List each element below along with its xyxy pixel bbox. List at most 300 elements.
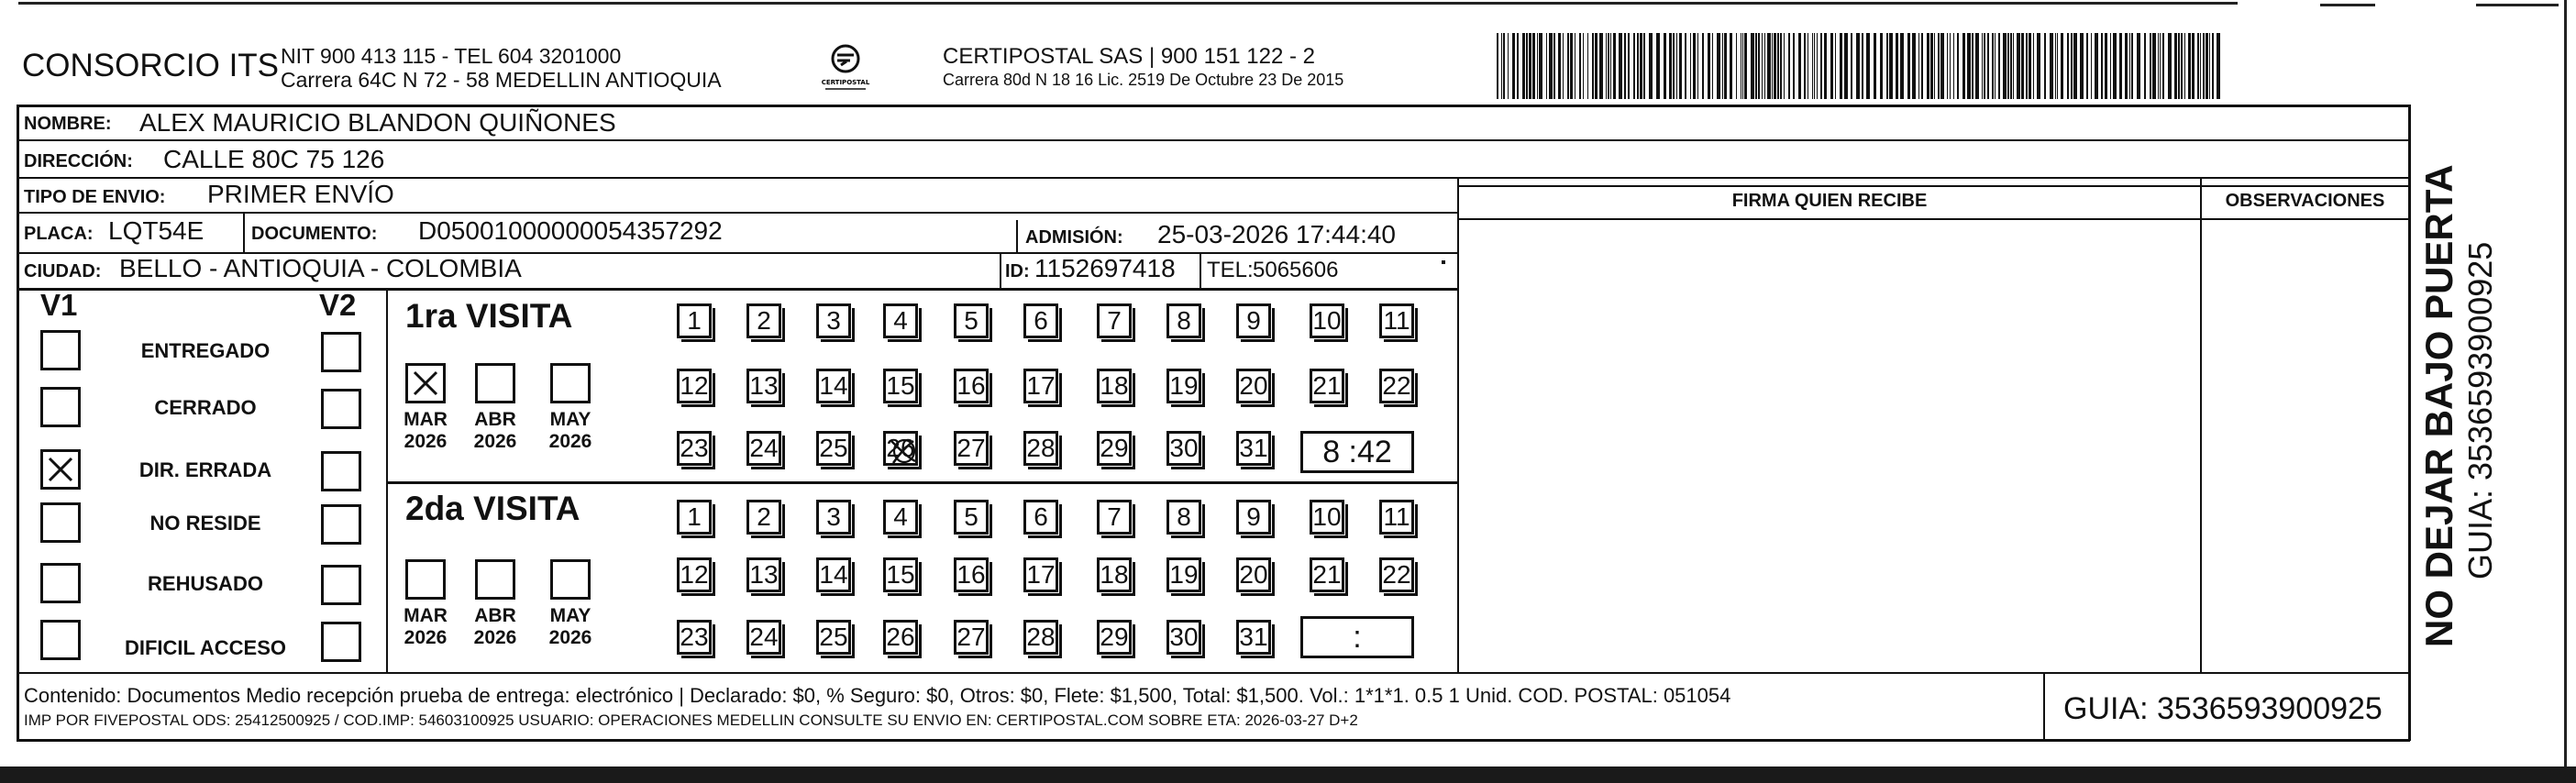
day-box-6[interactable]: 6 [1023, 500, 1058, 535]
barcode-bar [1633, 33, 1635, 99]
v1-checkbox-3[interactable] [40, 449, 81, 490]
company-address: Carrera 64C N 72 - 58 MEDELLIN ANTIOQUIA [281, 68, 722, 92]
month-box-mar[interactable] [405, 363, 446, 403]
barcode-bar [2137, 33, 2140, 99]
day-box-13[interactable]: 13 [746, 369, 781, 403]
day-box-2[interactable]: 2 [746, 303, 781, 338]
placa-value: LQT54E [108, 216, 205, 245]
ciudad-label: CIUDAD: [24, 261, 102, 281]
barcode-bar [1982, 33, 1983, 99]
barcode-bar [1814, 33, 1815, 99]
day-box-24[interactable]: 24 [746, 431, 781, 466]
barcode-bar [1953, 33, 1954, 99]
barcode-bar [1798, 33, 1801, 99]
status-label-6: DIFICIL ACCESO [124, 636, 286, 659]
barcode-bar [1995, 33, 1996, 99]
barcode-bar [1938, 33, 1940, 99]
month-name: ABR [474, 409, 516, 430]
day-box-16[interactable]: 16 [954, 369, 989, 403]
day-box-16[interactable]: 16 [954, 557, 989, 592]
barcode-bar [2200, 33, 2201, 99]
v1-checkbox-1[interactable] [40, 330, 81, 370]
v2-checkbox-3[interactable] [321, 451, 361, 491]
barcode-bar [1830, 33, 1833, 99]
barcode-bar [1702, 33, 1704, 99]
barcode-bar [2119, 33, 2122, 99]
v2-checkbox-1[interactable] [321, 332, 361, 372]
barcode-bar [2003, 33, 2007, 99]
barcode-bar [1637, 33, 1639, 99]
barcode-bar [1503, 33, 1505, 99]
barcode-bar [1537, 33, 1538, 99]
col-line-placa [243, 212, 245, 252]
day-box-10[interactable]: 10 [1310, 303, 1344, 338]
barcode-bar [1532, 33, 1535, 99]
top-edge-line [18, 2, 2238, 5]
barcode-bar [2050, 33, 2053, 99]
barcode-bar [1972, 33, 1973, 99]
barcode-bar [1784, 33, 1785, 99]
day-box-9[interactable]: 9 [1236, 303, 1271, 338]
barcode-bar [1947, 33, 1948, 99]
barcode-bar [2037, 33, 2040, 99]
barcode-bar [2013, 33, 2014, 99]
col-line-obs [2200, 177, 2202, 672]
barcode-bar [2080, 33, 2084, 99]
barcode-bar [1772, 33, 1773, 99]
day-box-28[interactable]: 28 [1023, 620, 1058, 655]
footer-guia: GUIA: 3536593900925 [2063, 691, 2383, 726]
barcode-bar [1608, 33, 1609, 99]
month-year: 2026 [548, 431, 592, 452]
day-box-28[interactable]: 28 [1023, 431, 1058, 466]
v2-checkbox-4[interactable] [321, 504, 361, 545]
day-box-14[interactable]: 14 [816, 557, 851, 592]
certipostal-logo [818, 40, 873, 95]
day-box-5[interactable]: 5 [954, 500, 989, 535]
footer-print-info: IMP POR FIVEPOSTAL ODS: 25412500925 / COD.IMP: 54603100925 USUARIO: OPERACIONES MEDELLIN CONSULTE SU ENVIO EN: CERTIPOSTAL.COM SOBRE ETA: 2026-03-27 D+2 [24, 711, 1358, 729]
col-line-admision [1016, 220, 1018, 252]
barcode-bar [1889, 33, 1893, 99]
month-label-mar [398, 605, 453, 649]
col-line-firma [1457, 177, 1459, 672]
documento-label: DOCUMENTO: [251, 224, 378, 244]
barcode-bar [1934, 33, 1935, 99]
barcode-bar [1517, 33, 1519, 99]
barcode-bar [1817, 33, 1818, 99]
barcode-bar [1613, 33, 1616, 99]
barcode-bar [2057, 33, 2058, 99]
barcode-bar [1693, 33, 1696, 99]
barcode-bar [1619, 33, 1622, 99]
barcode-bar [1640, 33, 1642, 99]
month-year: 2026 [473, 627, 517, 648]
barcode-bar [2188, 33, 2191, 99]
barcode-bar [1780, 33, 1782, 99]
barcode-bar [2125, 33, 2128, 99]
barcode-bar [1758, 33, 1760, 99]
footer-contents: Contenido: Documentos Medio recepción prueba de entrega: electrónico | Declarado: $0, % Seguro: $0, Otros: $0, Flete: $1,500, Total: $1,500. Vol.: 1*1*1. 0.5 1 Unid. COD. POSTAL: 051054 [24, 684, 1731, 707]
barcode-bar [1624, 33, 1626, 99]
month-name: ABR [474, 605, 516, 626]
v2-checkbox-6[interactable] [321, 622, 361, 662]
day-box-3[interactable]: 3 [816, 500, 851, 535]
barcode-bar [1579, 33, 1581, 99]
day-box-11[interactable]: 11 [1379, 303, 1414, 338]
status-label-3: DIR. ERRADA [138, 458, 272, 481]
row-line-footer [17, 672, 2410, 674]
carrier-name: CERTIPOSTAL SAS | 900 151 122 - 2 [943, 44, 1315, 69]
barcode-bar [1563, 33, 1564, 99]
day-box-9[interactable]: 9 [1236, 500, 1271, 535]
barcode-bar [2152, 33, 2156, 99]
month-year: 2026 [404, 431, 448, 452]
barcode-bar [2029, 33, 2031, 99]
day-box-4[interactable]: 4 [883, 500, 918, 535]
barcode-bar [1512, 33, 1515, 99]
row-line-3b [1457, 185, 2410, 187]
barcode-bar [1992, 33, 1994, 99]
barcode-bar [1896, 33, 1898, 99]
barcode-bar [1912, 33, 1916, 99]
day-box-10[interactable]: 10 [1310, 500, 1344, 535]
month-box-abr[interactable] [475, 363, 515, 403]
day-box-20[interactable]: 20 [1236, 369, 1271, 403]
day-box-15[interactable]: 15 [883, 557, 918, 592]
barcode-bar [1501, 33, 1502, 99]
month-year: 2026 [473, 431, 517, 452]
barcode-bar [1998, 33, 2000, 99]
barcode-bar [2091, 33, 2092, 99]
day-box-26[interactable]: 26 [883, 620, 918, 655]
barcode-bar [1777, 33, 1779, 99]
barcode-bar [1856, 33, 1860, 99]
month-box-may[interactable] [550, 559, 591, 600]
barcode-bar [1610, 33, 1611, 99]
month-box-abr[interactable] [475, 559, 515, 600]
day-box-6[interactable]: 6 [1023, 303, 1058, 338]
barcode-bar [1851, 33, 1852, 99]
barcode-bar [1957, 33, 1959, 99]
barcode-bar [1742, 33, 1743, 99]
day-box-3[interactable]: 3 [816, 303, 851, 338]
barcode-bar [1774, 33, 1776, 99]
month-year: 2026 [404, 627, 448, 648]
barcode [1497, 33, 2230, 99]
day-box-19[interactable]: 19 [1166, 369, 1201, 403]
status-label-1: ENTREGADO [140, 339, 271, 362]
barcode-bar [1690, 33, 1691, 99]
v1-label: V1 [40, 288, 78, 322]
barcode-bar [2209, 33, 2210, 99]
barcode-bar [1918, 33, 1919, 99]
barcode-bar [1679, 33, 1682, 99]
barcode-bar [2101, 33, 2103, 99]
observaciones-header: OBSERVACIONES [2225, 191, 2385, 211]
barcode-bar [1676, 33, 1677, 99]
barcode-bar [1529, 33, 1531, 99]
barcode-bar [1844, 33, 1848, 99]
barcode-bar [1526, 33, 1528, 99]
day-box-1[interactable]: 1 [677, 303, 712, 338]
barcode-bar [1656, 33, 1660, 99]
barcode-bar [2033, 33, 2034, 99]
barcode-bar [1886, 33, 1888, 99]
barcode-bar [1975, 33, 1979, 99]
status-label-4: NO RESIDE [149, 512, 261, 535]
top-right-mark-2 [2476, 4, 2559, 6]
barcode-bar [2010, 33, 2012, 99]
barcode-bar [2055, 33, 2056, 99]
side-guia: GUIA: 3536593900925 [2461, 241, 2499, 579]
day-box-19[interactable]: 19 [1166, 557, 1201, 592]
barcode-bar [1762, 33, 1763, 99]
day-box-29[interactable]: 29 [1097, 620, 1132, 655]
barcode-bar [2131, 33, 2133, 99]
tel-label: TEL: [1207, 258, 1254, 282]
top-right-mark [2320, 4, 2375, 6]
barcode-bar [1546, 33, 1547, 99]
barcode-bar [1820, 33, 1822, 99]
barcode-bar [1730, 33, 1732, 99]
barcode-bar [1862, 33, 1863, 99]
v1-checkbox-5[interactable] [40, 563, 81, 603]
barcode-bar [1824, 33, 1827, 99]
nombre-value: ALEX MAURICIO BLANDON QUIÑONES [139, 108, 616, 137]
barcode-bar [2144, 33, 2146, 99]
barcode-bar [1606, 33, 1607, 99]
barcode-bar [1664, 33, 1666, 99]
barcode-bar [1558, 33, 1561, 99]
barcode-bar [1767, 33, 1771, 99]
barcode-bar [1685, 33, 1686, 99]
day-box-7[interactable]: 7 [1097, 500, 1132, 535]
direccion-value: CALLE 80C 75 126 [163, 145, 385, 173]
day-box-21[interactable]: 21 [1310, 557, 1344, 592]
barcode-bar [1599, 33, 1603, 99]
barcode-bar [1522, 33, 1525, 99]
barcode-bar [2212, 33, 2214, 99]
barcode-bar [2150, 33, 2151, 99]
day-box-7[interactable]: 7 [1097, 303, 1132, 338]
month-name: MAR [404, 605, 448, 626]
barcode-bar [1962, 33, 1965, 99]
barcode-bar [1508, 33, 1509, 99]
barcode-bar [2184, 33, 2185, 99]
barcode-bar [1497, 33, 1498, 99]
v1-checkbox-2[interactable] [40, 387, 81, 427]
barcode-bar [1669, 33, 1672, 99]
day-box-13[interactable]: 13 [746, 557, 781, 592]
day-box-8[interactable]: 8 [1166, 303, 1201, 338]
barcode-bar [2178, 33, 2180, 99]
barcode-bar [1722, 33, 1723, 99]
barcode-bar [2162, 33, 2164, 99]
day-box-4[interactable]: 4 [883, 303, 918, 338]
day-box-27[interactable]: 27 [954, 620, 989, 655]
barcode-bar [2206, 33, 2208, 99]
barcode-bar [1812, 33, 1813, 99]
day-box-18[interactable]: 18 [1097, 557, 1132, 592]
barcode-bar [2026, 33, 2028, 99]
barcode-bar [1712, 33, 1713, 99]
v1-checkbox-4[interactable] [40, 502, 81, 543]
v2-checkbox-5[interactable] [321, 565, 361, 605]
day-box-21[interactable]: 21 [1310, 369, 1344, 403]
barcode-bar [2007, 33, 2009, 99]
status-label-2: CERRADO [154, 396, 257, 419]
barcode-bar [1866, 33, 1870, 99]
day-box-20[interactable]: 20 [1236, 557, 1271, 592]
tel-dot [1442, 260, 1445, 264]
barcode-bar [1592, 33, 1594, 99]
month-label-may [543, 409, 598, 453]
barcode-bar [1570, 33, 1573, 99]
barcode-bar [2197, 33, 2199, 99]
status-label-5: REHUSADO [148, 572, 263, 595]
barcode-bar [1900, 33, 1904, 99]
tel-value: 5065606 [1253, 258, 1339, 282]
v2-label: V2 [319, 288, 357, 322]
barcode-bar [1788, 33, 1790, 99]
day-box-2[interactable]: 2 [746, 500, 781, 535]
barcode-bar [1539, 33, 1542, 99]
barcode-bar [2095, 33, 2098, 99]
month-name: MAY [549, 409, 591, 430]
barcode-bar [2105, 33, 2107, 99]
barcode-bar [1708, 33, 1710, 99]
side-warning: NO DEJAR BAJO PUERTA [2417, 164, 2460, 647]
day-box-15[interactable]: 15 [883, 369, 918, 403]
day-box-23[interactable]: 23 [677, 431, 712, 466]
day-box-17[interactable]: 17 [1023, 369, 1058, 403]
barcode-bar [2181, 33, 2183, 99]
day-box-26[interactable]: 26 [883, 431, 918, 466]
barcode-bar [1587, 33, 1588, 99]
barcode-bar [1744, 33, 1747, 99]
barcode-bar [2129, 33, 2130, 99]
day-box-22[interactable]: 22 [1379, 557, 1414, 592]
table-top-border [17, 105, 2410, 107]
barcode-bar [1967, 33, 1971, 99]
month-label-abr [468, 605, 523, 649]
barcode-bar [2071, 33, 2073, 99]
barcode-bar [1880, 33, 1883, 99]
day-box-14[interactable]: 14 [816, 369, 851, 403]
barcode-bar [1793, 33, 1795, 99]
id-label: ID: [1005, 261, 1030, 281]
row-line-2 [17, 177, 2410, 179]
barcode-bar [1549, 33, 1553, 99]
month-box-may[interactable] [550, 363, 591, 403]
day-box-11[interactable]: 11 [1379, 500, 1414, 535]
day-box-27[interactable]: 27 [954, 431, 989, 466]
barcode-bar [1804, 33, 1806, 99]
firma-header: FIRMA QUIEN RECIBE [1731, 191, 1928, 211]
day-box-30[interactable]: 30 [1166, 431, 1201, 466]
day-box-24[interactable]: 24 [746, 620, 781, 655]
company-nit: NIT 900 413 115 - TEL 604 3201000 [281, 44, 622, 68]
day-box-25[interactable]: 25 [816, 620, 851, 655]
month-box-mar[interactable] [405, 559, 446, 600]
day-box-22[interactable]: 22 [1379, 369, 1414, 403]
barcode-bar [2110, 33, 2111, 99]
table-right-border [2408, 105, 2411, 741]
barcode-bar [1553, 33, 1555, 99]
barcode-bar [2067, 33, 2069, 99]
second-visit-title: 2da VISITA [405, 490, 580, 527]
col-line-tel [1200, 254, 1201, 289]
day-box-17[interactable]: 17 [1023, 557, 1058, 592]
barcode-bar [2174, 33, 2177, 99]
barcode-bar [2017, 33, 2020, 99]
barcode-bar [1755, 33, 1757, 99]
barcode-bar [1950, 33, 1951, 99]
bottom-shadow [0, 766, 2576, 783]
barcode-bar [1673, 33, 1675, 99]
row-line-3 [17, 212, 1457, 214]
carrier-address: Carrera 80d N 18 16 Lic. 2519 De Octubre 23 De 2015 [943, 71, 1344, 89]
barcode-bar [2192, 33, 2195, 99]
day-box-30[interactable]: 30 [1166, 620, 1201, 655]
day-box-29[interactable]: 29 [1097, 431, 1132, 466]
day-box-18[interactable]: 18 [1097, 369, 1132, 403]
barcode-bar [2021, 33, 2024, 99]
table-bottom-border [17, 739, 2410, 742]
barcode-bar [2113, 33, 2117, 99]
barcode-bar [2061, 33, 2063, 99]
barcode-bar [1835, 33, 1836, 99]
nombre-label: NOMBRE: [24, 114, 112, 134]
day-box-31[interactable]: 31 [1236, 620, 1271, 655]
barcode-bar [1840, 33, 1842, 99]
tipo-envio-value: PRIMER ENVÍO [207, 180, 394, 208]
day-box-1[interactable]: 1 [677, 500, 712, 535]
v1-checkbox-6[interactable] [40, 620, 81, 660]
barcode-bar [2217, 33, 2220, 99]
barcode-bar [1717, 33, 1720, 99]
direccion-label: DIRECCIÓN: [24, 151, 133, 171]
barcode-bar [1628, 33, 1630, 99]
second-visit-time[interactable]: : [1300, 616, 1414, 658]
barcode-bar [1764, 33, 1765, 99]
day-box-23[interactable]: 23 [677, 620, 712, 655]
day-box-12[interactable]: 12 [677, 369, 712, 403]
barcode-bar [1583, 33, 1584, 99]
barcode-bar [2073, 33, 2077, 99]
barcode-bar [2158, 33, 2159, 99]
row-line-1 [17, 139, 2410, 141]
day-box-5[interactable]: 5 [954, 303, 989, 338]
col-line-id [1000, 254, 1001, 289]
row-line-3c [1457, 218, 2410, 220]
visit-divider [386, 481, 1457, 484]
day-box-8[interactable]: 8 [1166, 500, 1201, 535]
day-box-25[interactable]: 25 [816, 431, 851, 466]
first-visit-time[interactable]: 8 :42 [1300, 431, 1414, 473]
barcode-bar [2044, 33, 2046, 99]
day-box-12[interactable]: 12 [677, 557, 712, 592]
v2-checkbox-2[interactable] [321, 389, 361, 429]
day-box-31[interactable]: 31 [1236, 431, 1271, 466]
month-label-abr [468, 409, 523, 453]
barcode-bar [1697, 33, 1698, 99]
month-name: MAY [549, 605, 591, 626]
svg-text:CERTIPOSTAL: CERTIPOSTAL [821, 79, 870, 86]
barcode-bar [2203, 33, 2205, 99]
month-label-mar [398, 409, 453, 453]
month-year: 2026 [548, 627, 592, 648]
